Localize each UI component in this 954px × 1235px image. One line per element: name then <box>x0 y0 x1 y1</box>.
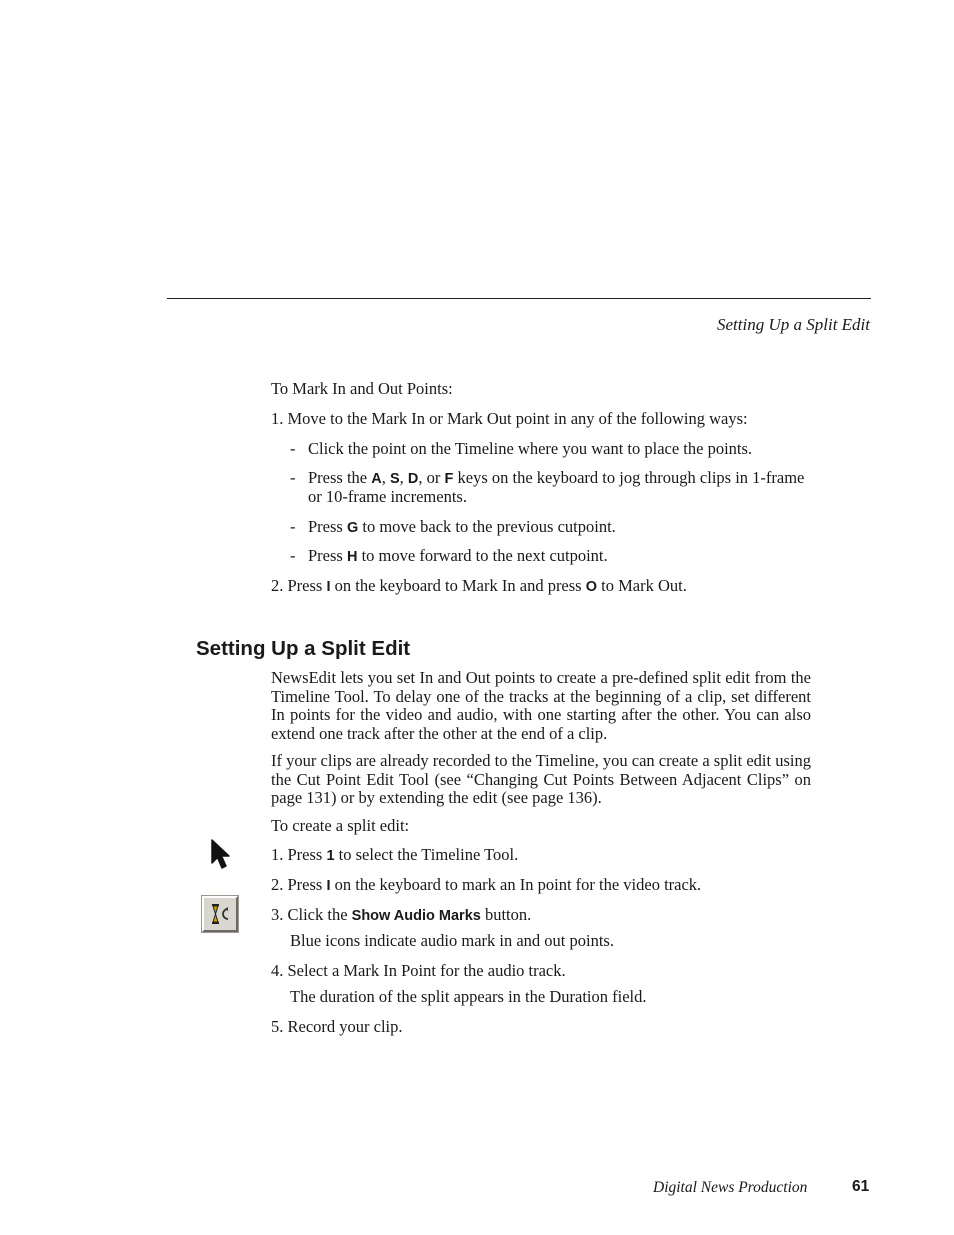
text-run: to select the Timeline Tool. <box>334 845 519 864</box>
bullet-dash: - <box>290 517 296 536</box>
text-run: on the keyboard to mark an In point for the video track. <box>330 875 702 894</box>
split-step-3-note: Blue icons indicate audio mark in and out points. <box>290 931 614 950</box>
key-d: D <box>407 471 419 487</box>
pointer-arrow-icon <box>209 838 235 872</box>
bullet-dash: - <box>290 468 296 487</box>
show-audio-marks-label: Show Audio Marks <box>351 908 481 924</box>
split-step-5: 5. Record your clip. <box>271 1017 403 1036</box>
text-run: 2. Press <box>271 875 327 894</box>
text-run: on the keyboard to Mark In and press <box>330 576 586 595</box>
text-run: to move back to the previous cutpoint. <box>358 517 616 536</box>
text-run: Press <box>308 546 347 565</box>
text-run: , or <box>418 468 445 487</box>
key-i: I <box>326 579 331 595</box>
split-para-1: NewsEdit lets you set In and Out points to create a pre-defined split edit from the Timeline Tool. To delay one of the tracks at the beginning of a clip, set different In points for the video and audio, with one starting after the other. You can also extend one track after the other at the end of a clip. <box>271 668 811 744</box>
text-run: 1. Press <box>271 845 327 864</box>
key-i: I <box>326 878 331 894</box>
key-g: G <box>346 520 359 536</box>
key-1: 1 <box>326 848 335 864</box>
text-run: Press <box>308 517 347 536</box>
bullet-dash: - <box>290 439 296 458</box>
running-header: Setting Up a Split Edit <box>717 315 870 334</box>
text-run: keys on the keyboard to jog through clips in 1-frame <box>453 468 805 487</box>
text-run: 3. Click the <box>271 905 352 924</box>
show-audio-marks-icon <box>202 896 238 932</box>
key-s: S <box>389 471 400 487</box>
split-step-4: 4. Select a Mark In Point for the audio track. <box>271 961 566 980</box>
key-a: A <box>371 471 382 487</box>
mark-bullet-3 <box>308 517 616 537</box>
page-number: 61 <box>852 1178 870 1195</box>
mark-step-1: 1. Move to the Mark In or Mark Out point in any of the following ways: <box>271 409 748 428</box>
mark-bullet-1: Click the point on the Timeline where you want to place the points. <box>308 439 753 458</box>
key-o: O <box>585 579 598 595</box>
split-step-1 <box>271 845 518 865</box>
split-step-4-note: The duration of the split appears in the Duration field. <box>290 987 647 1006</box>
mark-bullet-4 <box>308 546 608 566</box>
mark-bullet-2 <box>308 468 804 488</box>
text-run: Press the <box>308 468 372 487</box>
mark-step-2 <box>271 576 687 596</box>
bullet-dash: - <box>290 546 296 565</box>
footer-title: Digital News Production <box>653 1179 808 1196</box>
key-f: F <box>444 471 454 487</box>
text-run: , <box>399 468 408 487</box>
text-run: button. <box>480 905 532 924</box>
split-para-2: If your clips are already recorded to the Timeline, you can create a split edit using the Cut Point Edit Tool (see “Changing Cut Points Between Adjacent Clips” on page 131) or by extending the edit (see page 136). <box>271 751 811 808</box>
key-h: H <box>346 549 358 565</box>
text-run: , <box>381 468 390 487</box>
header-rule <box>167 298 871 299</box>
split-intro: To create a split edit: <box>271 816 410 835</box>
text-run: to move forward to the next cutpoint. <box>357 546 608 565</box>
section-heading: Setting Up a Split Edit <box>196 637 411 660</box>
text-run: to Mark Out. <box>597 576 687 595</box>
text-run: 2. Press <box>271 576 327 595</box>
mark-bullet-2-cont: or 10-frame increments. <box>308 487 467 506</box>
split-step-2 <box>271 875 701 895</box>
mark-points-intro: To Mark In and Out Points: <box>271 379 453 398</box>
split-step-3 <box>271 905 531 925</box>
